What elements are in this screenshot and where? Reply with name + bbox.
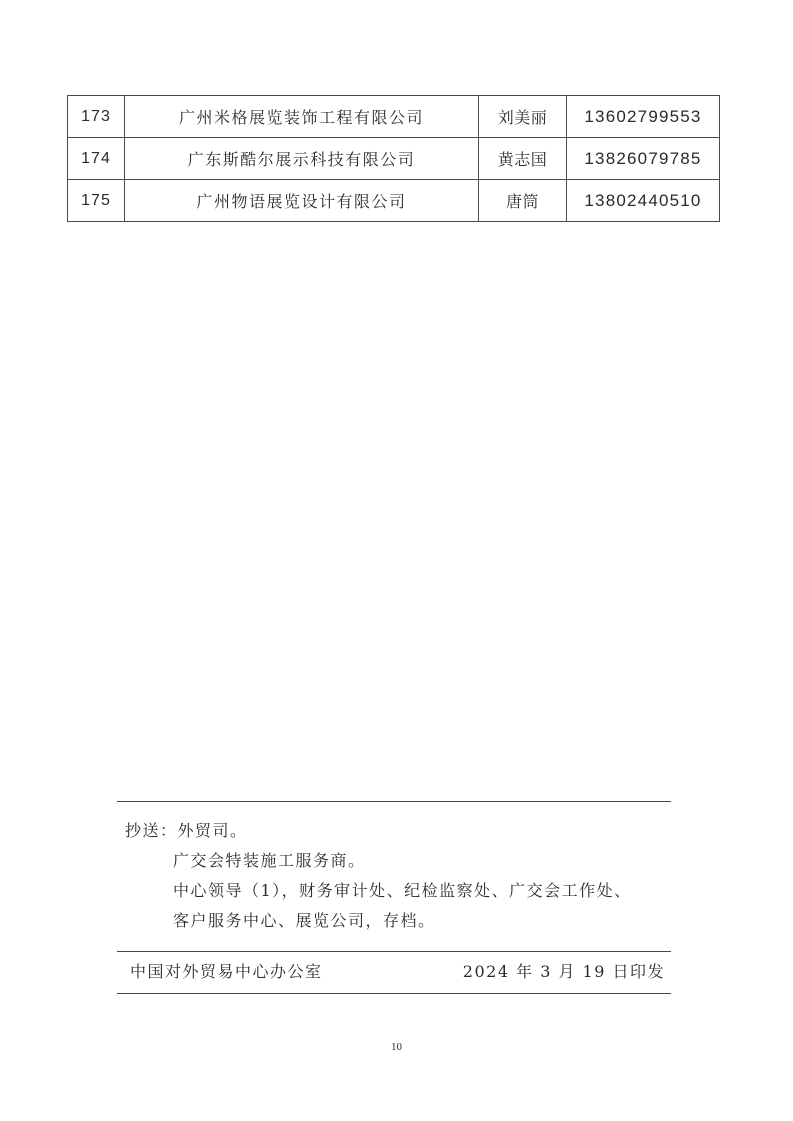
cc-line-2: 广交会特装施工服务商。: [173, 851, 366, 870]
contact-person: 刘美丽: [479, 96, 567, 138]
issuing-office: 中国对外贸易中心办公室: [130, 962, 323, 981]
table-row: [68, 96, 720, 138]
phone-number: 13826079785: [567, 138, 720, 180]
issuer-row: [130, 959, 665, 982]
cc-distribution-block: [125, 816, 685, 936]
cc-line-3: 中心领导（1），财务审计处、纪检监察处、广交会工作处、: [173, 881, 632, 900]
issuer-top-rule: [117, 951, 671, 952]
contact-person: 唐筒: [479, 180, 567, 222]
cc-line-4: 客户服务中心、展览公司，存档。: [173, 911, 436, 930]
issuer-bottom-rule: [117, 993, 671, 994]
company-name: 广州米格展览装饰工程有限公司: [125, 96, 479, 138]
company-name: 广州物语展览设计有限公司: [125, 180, 479, 222]
contractor-table: [67, 95, 720, 222]
row-number: 175: [68, 180, 125, 222]
issue-date: 2024 年 3 月 19 日印发: [462, 962, 665, 981]
phone-number: 13602799553: [567, 96, 720, 138]
row-number: 173: [68, 96, 125, 138]
cc-top-rule: [117, 801, 671, 802]
page-number: 10: [391, 1041, 402, 1053]
company-name: 广东斯酷尔展示科技有限公司: [125, 138, 479, 180]
table-row: [68, 138, 720, 180]
contact-person: 黄志国: [479, 138, 567, 180]
row-number: 174: [68, 138, 125, 180]
phone-number: 13802440510: [567, 180, 720, 222]
table-row: [68, 180, 720, 222]
cc-line-1: 抄送：外贸司。: [125, 821, 248, 840]
